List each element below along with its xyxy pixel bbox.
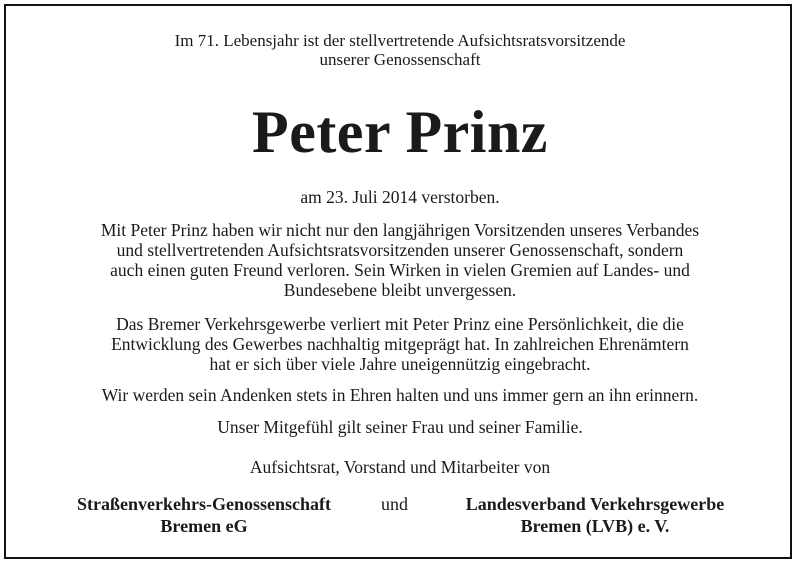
paragraph-4: Unser Mitgefühl gilt seiner Frau und seiner Familie. [217, 417, 583, 437]
signoff-line: Aufsichtsrat, Vorstand und Mitarbeiter von [249, 457, 551, 477]
intro-line-1: Im 71. Lebensjahr ist der stellvertretende Aufsichtsratsvorsitzende [174, 31, 626, 50]
paragraph-3: Wir werden sein Andenken stets in Ehren halten und uns immer gern an ihn erinnern. [101, 385, 699, 405]
organization-left-line-2: Bremen eG [160, 516, 248, 536]
paragraph-2-line: Entwicklung des Gewerbes nachhaltig mitgeprägt hat. In zahlreichen Ehrenämtern [111, 334, 689, 354]
paragraph-1-line: Bundesebene bleibt unvergessen. [283, 280, 517, 300]
deceased-name: Peter Prinz [252, 99, 548, 165]
paragraph-1-line: Mit Peter Prinz haben wir nicht nur den langjährigen Vorsitzenden unseres Verbandes [100, 220, 700, 240]
organization-connector: und [381, 494, 408, 514]
paragraph-1-line: und stellvertretenden Aufsichtsratsvorsitzenden unserer Genossenschaft, sondern [116, 240, 684, 260]
paragraph-2 [0, 314, 800, 374]
paragraph-2-line: hat er sich über viele Jahre uneigennützig eingebracht. [209, 354, 591, 374]
date-line: am 23. Juli 2014 verstorben. [300, 187, 500, 207]
organization-left-line-1: Straßenverkehrs-Genossenschaft [77, 494, 331, 514]
organization-right [430, 493, 760, 537]
intro-line-2: unserer Genossenschaft [319, 50, 481, 69]
paragraph-1 [0, 220, 800, 300]
paragraph-2-line: Das Bremer Verkehrsgewerbe verliert mit Peter Prinz eine Persönlichkeit, die die [116, 314, 684, 334]
organization-right-line-1: Landesverband Verkehrsgewerbe [465, 494, 725, 514]
organization-right-line-2: Bremen (LVB) e. V. [520, 516, 670, 536]
organization-left [44, 493, 364, 537]
intro-text [0, 31, 800, 69]
paragraph-1-line: auch einen guten Freund verloren. Sein Wirken in vielen Gremien auf Landes- und [110, 260, 690, 280]
